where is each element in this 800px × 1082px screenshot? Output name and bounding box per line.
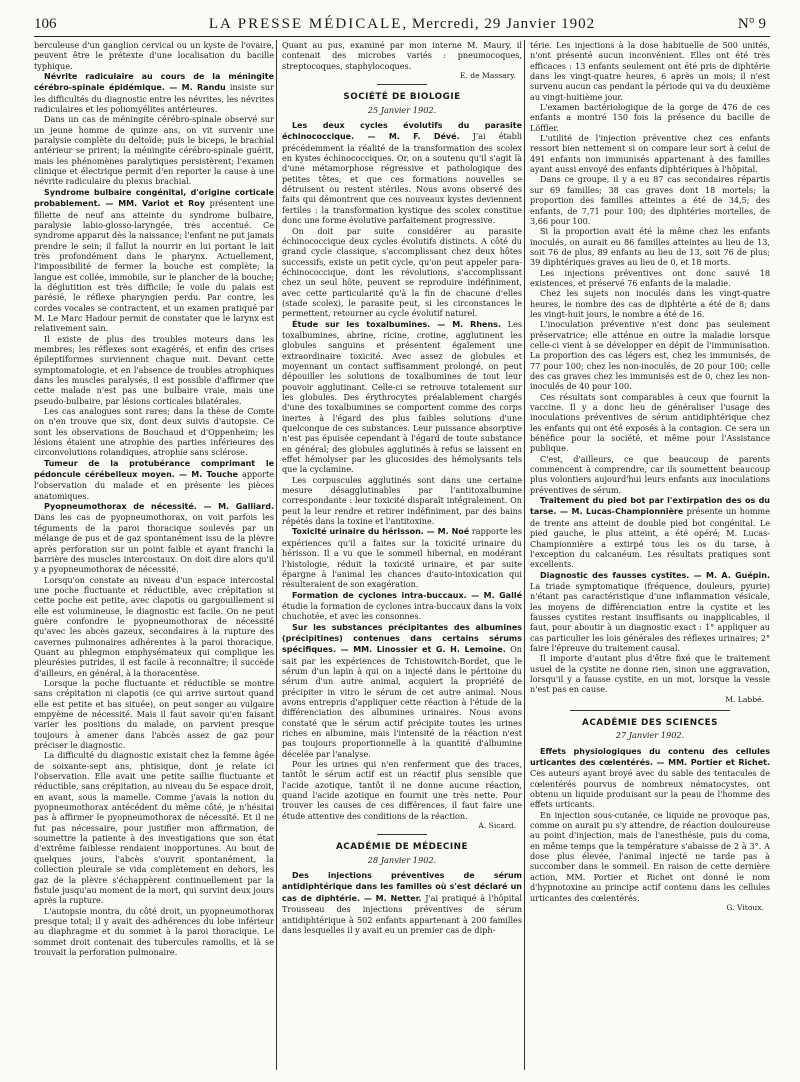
- section-heading: ACADÉMIE DES SCIENCES: [582, 718, 718, 728]
- paragraph: L'utilité de l'injection préventive chez ces enfants ressort bien nettement si on compare leur sort à celui de 491 enfants non immunisés appartenant à des familles ayant aussi envoyé des enfants diphtériques à l'hôpital.: [530, 133, 770, 175]
- article: [34, 501, 274, 574]
- author-signature: E. de Massary.: [459, 71, 516, 81]
- article-title: Effets physiologiques du contenu des cellules urticantes des cœlentérés. — MM. Portier et Richet.: [530, 746, 770, 768]
- article-title: Étude sur les toxalbumines. — M. Rhens.: [292, 319, 501, 329]
- article-title: Des injections préventives de sérum antidiphtérique dans les familles où s'est déclaré un cas de diphtérie. — M. Netter.: [282, 871, 522, 903]
- paragraph: L'autopsie montra, du côté droit, un pyopneumothorax presque total; il y avait des adhérences du lobe inférieur au diaphragme et du sommet à la paroi thoracique. Le sommet droit contenait des tubercules ramollis, et là se trouvait la perforation pulmonaire.: [34, 905, 274, 957]
- issue-date: , Mercredi, 29 Janvier 1902: [402, 16, 596, 32]
- column-1: [34, 40, 274, 957]
- article-text: étudie la formation de cyclones intra-buccaux dans la voix chuchotée, et avec les consonnes.: [282, 600, 522, 622]
- paragraph: Quant au pus, examiné par mon interne M. Maury, il contenait des microbes variés : pneumocoques, streptocoques, staphylocoques.: [282, 40, 522, 71]
- paragraph: Dans ce groupe, il y a eu 87 cas secondaires répartis sur 69 familles; 38 cas graves dont 18 mortels; la proportion des familles atteintes a été de 34,5; des enfants, de 7,71 pour 100; des diphtéries mortelles, de 3,66 pour 100.: [530, 174, 770, 226]
- article: [282, 870, 522, 935]
- paragraph: On doit par suite considérer au parasite échinococcique deux cycles évolutifs distincts. A côté du grand cycle classique, s'accomplissant chez deux hôtes successifs, existe un petit cycle, qu'on peut appeler para-échinococcique, dont les révolutions, s'accomplissant chez un seul hôte, peuvent se reproduire indéfiniment, avec cette particularité qu'à la fin de chacune d'elles (stade scolex), le parasite peut, si les circonstances le permettent, retourner au cycle évolutif naturel.: [282, 225, 522, 319]
- separator-rule: [377, 84, 427, 85]
- author-signature: G. Vitoux.: [726, 902, 764, 912]
- article-text: J'ai pratiqué à l'hôpital Trousseau des injections préventives de sérum antidiphtérique à 502 enfants appartenant à 200 familles dans lesquelles il y avait eu un premier cas de diph-: [282, 892, 522, 935]
- paragraph: Ces résultats sont comparables à ceux que fournit la vaccine. Il y a donc lieu de généraliser l'usage des inoculations préventives de sérum antidiphtérique chez les enfants qui ont été exposés à la contagion. Ce sera un bénéfice pour la société, et même pour l'Assistance publique.: [530, 391, 770, 454]
- paragraph: L'examen bactériologique de la gorge de 476 de ces enfants a montré 150 fois la présence du bacille de Löffler.: [530, 102, 770, 133]
- article: [530, 570, 770, 654]
- article: [282, 120, 522, 225]
- article-title: Tumeur de la protubérance comprimant le pédoncule cérébelleux moyen. — M. Touche: [34, 458, 274, 480]
- paragraph: Lorsque la poche fluctuante et réductible se montre sans crépitation ni clapotis (ce qui arrive surtout quand elle est petite et bas située), on peut songer au vulgaire empyème de nécessité. Mais il faut savoir qu'en faisant varier les positions du malade, on parvient presque toujours à amener dans l'abcès assez de gaz pour préciser le diagnostic.: [34, 677, 274, 751]
- page-number: 106: [34, 16, 57, 32]
- article-text: présentent une fillette de neuf ans atteinte du syndrome bulbaire, paralysie labio-glosso-laryngée, très accentué. Ce syndrome apparut dès la naissance; l'enfant ne put jamais prendre le sein; il fallut la nourrir en lui portant le lait très profondément dans le pharynx. Actuellement, l'impossibilité de fermer la bouche est complète; la langue est collée, immobile, sur le plancher de la bouche; la déglutition est très difficile; le voile du palais est parésié, le réflexe pharyngien perdu. Par contre, les cordes vocales se contractent, et un examen pratiqué par M. Le Marc Hadour permit de constater que le larynx est relativement sain.: [34, 198, 274, 334]
- article: [530, 495, 770, 569]
- paragraph: Il importe d'autant plus d'être fixé que le traitement usuel de la cystite ne donne rien, sinon une aggravation, lorsqu'il y a fausse cystite, en un mot, lorsque la vessie n'est pas en cause.: [530, 653, 770, 695]
- article-text: apporte l'observation du malade et en présente les pièces anatomiques.: [34, 469, 274, 501]
- article-text: J'ai établi précédemment la réalité de la transformation des scolex en kystes échinococciques. Or, on a soutenu qu'il s'agit là d'une métamorphose régressive et pathologique des petites têtes, et que ces formations nouvelles se détruisent ou restent stériles. Nous avons observé des faits qui démontrent que ces nouveaux kystes deviennent fertiles : la transformation kystique des scolex constitue donc une forme évolutive parfaitement progressive.: [282, 131, 522, 226]
- paragraph: En injection sous-cutanée, ce liquide ne provoque pas, comme on aurait pu s'y attendre, de réaction douloureuse au point d'injection, mais de l'anesthésie, puis du coma, en même temps que la température s'abaisse de 2 à 3°. A dose plus élevée, l'animal injecté ne tarde pas à succomber dans le sommeil. En raison de cette dernière action, MM. Portier et Richet ont donné le nom d'hypnotoxine au principe actif contenu dans les cellules urticantes des cœlentérés.: [530, 809, 770, 903]
- article: [34, 71, 274, 114]
- paragraph: Dans un cas de méningite cérébro-spinale observé sur un jeune homme de quinze ans, on vit survenir une paralysie complète du deltoïde; puis le biceps, le brachial antérieur se prirent; la méningite cérébro-spinale guérit, mais les phénomènes paralytiques persistèrent; l'examen clinique et électrique permit d'en reporter la cause à une névrite radiculaire du plexus brachial.: [34, 114, 274, 187]
- journal-title-line: [34, 16, 770, 33]
- section-date: 25 Janvier 1902.: [367, 104, 437, 115]
- article-title: Sur les substances précipitantes des albumines (précipitines) contenues dans certains sérums spécifiques. — MM. Linossier et G. H. Lemoine.: [282, 622, 522, 655]
- paragraph: Si la proportion avait été la même chez les enfants inoculés, on aurait eu 86 familles atteintes au lieu de 13, soit 76 de plus, 89 enfants au lieu de 13, soit 76 de plus; 39 diphtériques graves au lieu de 0, et 18 morts.: [530, 226, 770, 268]
- paragraph: L'inoculation préventive n'est donc pas seulement préservatrice; elle atténue en outre la maladie lorsque celle-ci vient à se développer en dépit de l'immunisation. La proportion des cas légers est, chez les immunisés, de 77 pour 100; chez les non-inoculés, de 20 pour 100; celle des cas graves chez les immunisés est de 0, chez les non-inoculés de 40 pour 100.: [530, 319, 770, 392]
- paragraph: Les corpuscules agglutinés sont dans une certaine mesure désagglutinables par l'antitoxalbumine correspondante : leur toxicité disparaît intégralement. On peut la leur rendre et retirer indéfiniment, par des bains répétés dans la toxine et l'antitoxine.: [282, 474, 522, 527]
- article-text: Ces auteurs ayant broyé avec du sable des tentacules de cœlentérés pourvus de nombreux nématocystes, ont obtenu un liquide produisant sur la peau de l'homme des effets urticants.: [530, 768, 770, 810]
- paragraph: Chez les sujets non inoculés dans les vingt-quatre heures, le nombre des cas de diphtérie a été de 8; dans les vingt-huit jours, le nombre a été de 16.: [530, 288, 770, 319]
- article-text: rapporte les expériences qu'il a faites sur la toxicité urinaire du hérisson. Il a vu que le sommeil hibernal, en modérant l'histologie, réduit la toxicité urinaire, et par suite épargne à l'animal les chances d'auto-intoxication qui résulteraient de son exagération.: [282, 526, 522, 590]
- section-heading: ACADÉMIE DE MÉDECINE: [335, 842, 469, 853]
- paragraph: berculeuse d'un ganglion cervical ou un kyste de l'ovaire, peuvent être le prétexte d'une localisation du bacille typhique.: [34, 40, 274, 71]
- issue-number: N° 9: [737, 16, 766, 32]
- journal-name: LA PRESSE MÉDICALE: [208, 16, 403, 32]
- article: [282, 526, 522, 589]
- separator-rule: [570, 710, 730, 711]
- article-text: La triade symptomatique (fréquence, douleurs, pyurie) n'étant pas caractéristique d'une inflammation vésicale, les moyens de différenciation entre la cystite et les fausses cystites restant insuffisants ou inapplicables, il faut, pour aboutir à un diagnostic exact : 1° appliquer au cas particulier les lois générales des réflexes urinaires; 2° faire l'épreuve du traitement causal.: [530, 580, 770, 653]
- paragraph: Pour les urines qui n'en renferment que des traces, tantôt le sérum actif est un réactif plus sensible que l'acide azotique, tantôt il ne donne aucune réaction, quand l'acide azotique en fournit une très nette. Pour trouver les causes de ces différences, il faut faire une étude attentive des conditions de la réaction.: [282, 759, 522, 821]
- article-text: On sait par les expériences de Tchistowitch-Bordet, que le sérum d'un lapin à qui on a injecté dans le péritoine du sérum d'un autre animal, acquiert la propriété de précipiter in vitro le sérum de cet autre animal. Nous avons entrepris d'appliquer cette réaction à l'étude de la différenciation des albumines urinaires. Nous avons constaté que le sérum actif précipite toutes les urines riches en albumine, mais l'intensité de la réaction n'est pas toujours proportionnelle à la quantité d'albumine décelée par l'analyse.: [282, 644, 522, 759]
- article-title: Les deux cycles évolutifs du parasite échinococcique. — M. F. Dévé.: [282, 121, 522, 142]
- separator-rule: [377, 834, 427, 835]
- section-heading: SOCIÉTÉ DE BIOLOGIE: [343, 92, 461, 103]
- paragraph: La difficulté du diagnostic existait chez la femme âgée de soixante-sept ans, phtisique, dont je relate ici l'observation. Elle avait une petite saillie fluctuante et réductible, sans crépitation, au niveau du 5e espace droit, en avant, sous la mamelle. Comme j'avais la notion du pyopneumothorax antécédent du même côté, je n'hésitai pas à affirmer le pyopneumothorax de nécessité. Et il ne fut pas nécessaire, pour justifier mon affirmation, de soumettre la patiente à des investigations que son état d'extrême faiblesse rendaient inopportunes. Au bout de quelques jours, l'abcès s'ouvrit spontanément, la collection pleurale se vida complètement en dehors, les gaz de la plèvre s'échappèrent continuellement par la fistule jusqu'au moment de la mort, qui survint deux jours après la rupture.: [34, 750, 274, 906]
- paragraph: térie. Les injections à la dose habituelle de 500 unités, n'ont présenté aucun inconvénient. Elles ont été très efficaces : 13 enfants seulement ont été pris de diphtérie dans les vingt-quatre heures, 6 après un mois; il n'est survenu aucun cas pendant la période qui va du deuxième au vingt-huitième jour.: [530, 40, 770, 102]
- paragraph: Les injections préventives ont donc sauvé 18 existences, et préservé 76 enfants de la maladie.: [530, 267, 770, 288]
- paragraph: C'est, d'ailleurs, ce que beaucoup de parents commencent à comprendre, car ils soumettent beaucoup plus volontiers aujourd'hui leurs enfants aux inoculations préventives de sérum.: [530, 453, 770, 495]
- column-divider: [276, 40, 277, 1070]
- column-divider: [524, 40, 525, 1070]
- article: [282, 319, 522, 475]
- author-signature: A. Sicard.: [478, 821, 516, 831]
- paragraph: Il existe de plus des troubles moteurs dans les membres; les réflexes sont exagérés, et enfin des crises épileptiformes surviennent chaque nuit. Devant cette symptomatologie, et en l'absence de troubles atrophiques dans les muscles paralysés, il est possible d'affirmer que cette malade n'est pas une bulbaire vraie, mais une pseudo-bulbaire, par lésions corticales bilatérales.: [34, 333, 274, 406]
- article-text: Les toxalbumines, abrine, ricine, crotine, agglutinent les globules sanguins et présentent également une extraordinaire toxicité. Avec assez de globules et moyennant un contact suffisamment prolongé, on peut dépouiller les solutions de toxalbumines de tout leur pouvoir agglutinant. Celle-ci se retrouve totalement sur les globules. Des érythrocytes préalablement chargés d'une des toxalbumines se comportent comme des corps inertes à l'égard des plus faibles solutions d'une quelconque de ces substances. Leur puissance absorptive n'est pas épuisée cependant à l'égard de toute substance en général; des globules agglutinés à refus se laissent en effet hémolyser par les glucosides des hémolysants tels que la cyclamine.: [282, 318, 522, 475]
- column-3: [530, 40, 770, 913]
- article-title: Pyopneumothorax de nécessité. — M. Galliard.: [44, 502, 274, 512]
- article: [282, 622, 522, 759]
- article: [282, 590, 522, 622]
- article-title: Formation de cyclones intra-buccaux. — M. Gallé: [292, 590, 522, 600]
- column-2: [282, 40, 522, 935]
- article: [34, 187, 274, 334]
- author-signature: M. Labbé.: [725, 694, 764, 704]
- article: [530, 746, 770, 810]
- article-text: présente un homme de trente ans atteint de double pied bot congénital. Le pied gauche, le plus atteint, a été opéré; M. Lucas-Championnière a extirpé tous les os du tarse, à l'exception du calcanéum. Les résultats pratiques sont excellents.: [530, 506, 770, 570]
- article-title: Névrite radiculaire au cours de la méningite cérébro-spinale épidémique. — M. Randu: [34, 72, 274, 93]
- paragraph: Les cas analogues sont rares; dans la thèse de Comte on n'en trouve que six, dont deux suivis d'autopsie. Ce sont les observations de Bouchaud et d'Oppenheim; les lésions étaient une atrophie des parties inférieures des circonvolutions rolandiques, atrophie sans sclérose.: [34, 406, 274, 458]
- article-title: Traitement du pied bot par l'extirpation des os du tarse. — M. Lucas-Championnière: [530, 496, 770, 517]
- section-date: 27 Janvier 1902.: [615, 730, 685, 741]
- article-text: Dans les cas de pyopneumothorax, on voit parfois les téguments de la paroi thoracique soulevés par un mélange de pus et de gaz spontanément issu de la plèvre après perforation sur un point faible et ayant franchi la barrière des muscles intercostaux. On doit dire alors qu'il y a pyopneumothorax de nécessité.: [34, 512, 274, 575]
- paragraph: Lorsqu'on constate au niveau d'un espace intercostal une poche fluctuante et réductible, avec crépitation si cette poche est petite, avec clapotis ou gargouillement si elle est volumineuse, le diagnostic est facile. On ne peut guère confondre le pyopneumothorax de nécessité qu'avec les abcès gazeux, secondaires à la rupture des cavernes pulmonaires adhérentes à la paroi thoracique. Quant au phlegmon emphysémateux qui complique les pleurésies putrides, il est facile à reconnaître; il succède d'ailleurs, en général, à la thoracentèse.: [34, 574, 274, 678]
- article: [34, 458, 274, 501]
- article-title: Syndrome bulbaire congénital, d'origine corticale probablement. — MM. Variot et Roy: [34, 187, 274, 209]
- article-title: Diagnostic des fausses cystites. — M. A. Guépin.: [540, 570, 770, 580]
- section-date: 28 Janvier 1902.: [367, 854, 437, 865]
- article-title: Toxicité urinaire du hérisson. — M. Noé: [292, 527, 470, 537]
- page-header: [34, 14, 770, 37]
- article-text: insiste sur les difficultés du diagnostic entre les névrites, les névrites radiculaires et les poliomyélites antérieures.: [34, 82, 274, 115]
